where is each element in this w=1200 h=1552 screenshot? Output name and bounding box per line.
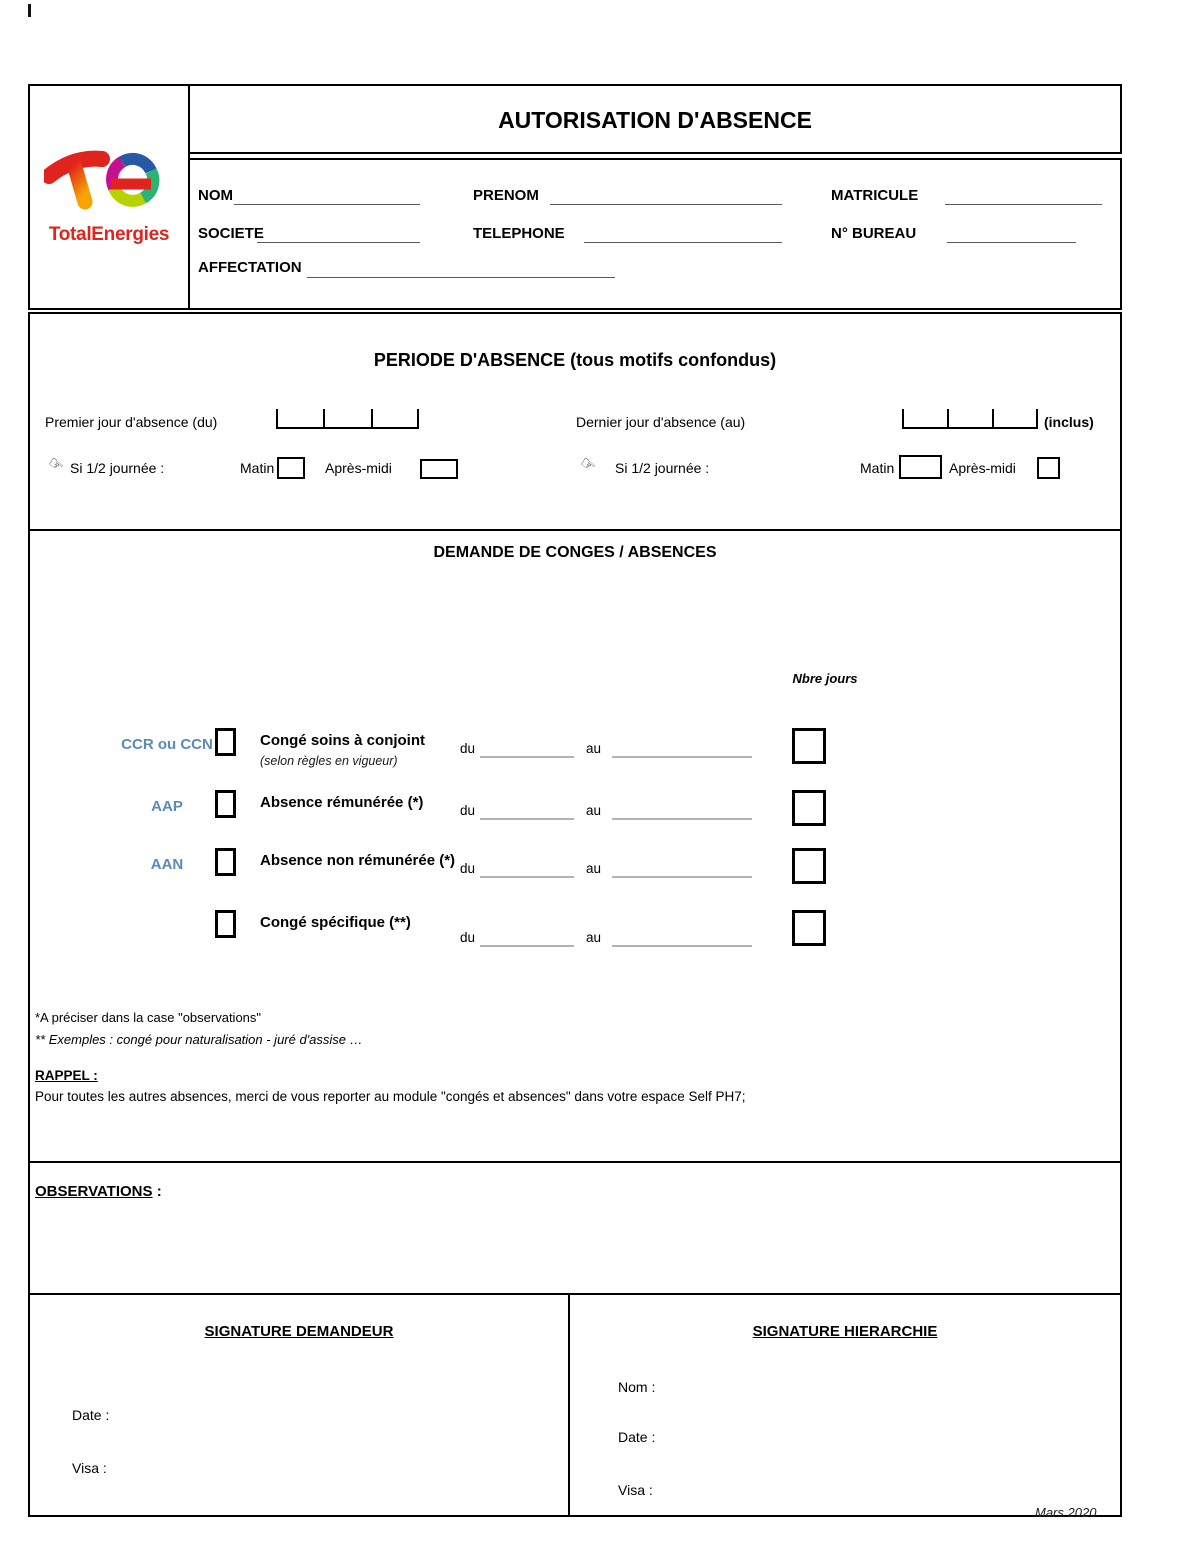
hierarchie-visa-label: Visa : — [618, 1482, 653, 1498]
au-label: au — [586, 741, 602, 756]
au-label: au — [586, 803, 602, 818]
absence-row-aap — [30, 790, 1124, 846]
hand-pointer-icon: ☞ — [44, 452, 68, 477]
totalenergies-wordmark: TotalEnergies — [48, 224, 170, 245]
nbre-jours-box[interactable] — [792, 728, 826, 764]
periode-section — [28, 312, 1122, 531]
affectation-field-line[interactable] — [307, 277, 615, 278]
du-line[interactable] — [480, 876, 574, 878]
half-day-label-left: Si 1/2 journée : — [70, 460, 165, 476]
half-day-label-right: Si 1/2 journée : — [615, 460, 710, 476]
row-checkbox[interactable] — [215, 790, 236, 818]
nbre-jours-box[interactable] — [792, 848, 826, 884]
totalenergies-logo-icon — [44, 144, 174, 212]
au-line[interactable] — [612, 876, 752, 878]
matricule-label: MATRICULE — [831, 187, 919, 204]
nom-field-line[interactable] — [234, 204, 420, 205]
du-line[interactable] — [480, 818, 574, 820]
matin-checkbox-left[interactable] — [277, 457, 305, 479]
date-field-divider — [992, 409, 994, 427]
au-label: au — [586, 930, 602, 945]
matin-label-right: Matin — [860, 460, 895, 476]
signature-hierarchie-title: SIGNATURE HIERARCHIE — [752, 1323, 938, 1340]
au-label: au — [586, 861, 602, 876]
nbre-jours-box[interactable] — [792, 790, 826, 826]
signature-hierarchie-section[interactable] — [568, 1293, 1122, 1517]
first-day-label: Premier jour d'absence (du) — [45, 414, 218, 430]
row-label: Congé soins à conjoint — [260, 732, 426, 749]
apres-midi-label-right: Après-midi — [949, 460, 1016, 476]
affectation-label: AFFECTATION — [198, 259, 302, 276]
footnote-2: ** Exemples : congé pour naturalisation - juré d'assise … — [35, 1032, 363, 1047]
date-field-divider — [371, 409, 373, 427]
row-checkbox[interactable] — [215, 910, 236, 938]
row-code: CCR ou CCN — [121, 736, 213, 753]
scan-artifact-mark — [28, 4, 31, 17]
au-line[interactable] — [612, 945, 752, 947]
societe-label: SOCIETE — [198, 225, 264, 242]
row-checkbox[interactable] — [215, 728, 236, 756]
last-day-date-field[interactable] — [902, 409, 1038, 429]
form-title-cell — [188, 84, 1122, 154]
du-label: du — [460, 861, 476, 876]
rappel-title: RAPPEL : — [35, 1068, 98, 1083]
du-label: du — [460, 741, 476, 756]
inclus-label: (inclus) — [1044, 414, 1094, 430]
signature-demandeur-title: SIGNATURE DEMANDEUR — [204, 1323, 394, 1340]
au-line[interactable] — [612, 756, 752, 758]
rappel-text: Pour toutes les autres absences, merci de vous reporter au module "congés et absences" dans votre espace Self PH7; — [35, 1089, 746, 1104]
identity-fields-cell — [188, 158, 1122, 310]
du-label: du — [460, 930, 476, 945]
nbre-jours-header: Nbre jours — [792, 671, 858, 686]
au-line[interactable] — [612, 818, 752, 820]
row-label: Congé spécifique (**) — [260, 914, 411, 931]
row-code: AAN — [150, 856, 184, 873]
matin-label-left: Matin — [240, 460, 275, 476]
matin-checkbox-right[interactable] — [899, 455, 942, 479]
absence-row-specifique — [30, 910, 1124, 966]
observations-title-colon: : — [152, 1183, 162, 1200]
footnote-1: *A préciser dans la case "observations" — [35, 1010, 262, 1025]
absence-row-aan — [30, 848, 1124, 904]
telephone-label: TELEPHONE — [473, 225, 565, 242]
apres-midi-checkbox-right[interactable] — [1037, 457, 1060, 479]
signature-demandeur-section[interactable] — [28, 1293, 570, 1517]
hierarchie-date-label: Date : — [618, 1429, 656, 1445]
prenom-label: PRENOM — [473, 187, 539, 204]
form-title: AUTORISATION D'ABSENCE — [498, 107, 812, 133]
du-label: du — [460, 803, 476, 818]
periode-title: PERIODE D'ABSENCE (tous motifs confondus) — [373, 350, 777, 370]
observations-title-word: OBSERVATIONS — [35, 1183, 153, 1200]
matricule-field-line[interactable] — [945, 204, 1102, 205]
hierarchie-nom-label: Nom : — [618, 1379, 656, 1395]
row-label: Absence rémunérée (*) — [260, 794, 424, 811]
row-label: Absence non rémunérée (*) — [260, 852, 456, 869]
nom-label: NOM — [198, 187, 233, 204]
logo-cell — [28, 84, 190, 310]
demandeur-visa-label: Visa : — [72, 1460, 107, 1476]
row-sublabel: (selon règles en vigueur) — [260, 754, 398, 768]
date-field-divider — [323, 409, 325, 427]
observations-title — [35, 1183, 162, 1200]
du-line[interactable] — [480, 945, 574, 947]
apres-midi-label-left: Après-midi — [325, 460, 392, 476]
telephone-field-line[interactable] — [584, 242, 782, 243]
du-line[interactable] — [480, 756, 574, 758]
hand-pointer-icon: ☞ — [576, 452, 600, 477]
societe-field-line[interactable] — [257, 242, 420, 243]
last-day-label: Dernier jour d'absence (au) — [576, 414, 746, 430]
bureau-label: N° BUREAU — [831, 225, 917, 242]
demande-section — [28, 529, 1122, 1163]
observations-section[interactable] — [28, 1161, 1122, 1295]
prenom-field-line[interactable] — [550, 204, 782, 205]
demandeur-date-label: Date : — [72, 1407, 110, 1423]
row-checkbox[interactable] — [215, 848, 236, 876]
first-day-date-field[interactable] — [276, 409, 419, 429]
nbre-jours-box[interactable] — [792, 910, 826, 946]
footer-version-note: Mars 2020 — [1035, 1505, 1097, 1520]
demande-title: DEMANDE DE CONGES / ABSENCES — [433, 544, 717, 561]
absence-row-ccr — [30, 728, 1124, 784]
date-field-divider — [947, 409, 949, 427]
row-code: AAP — [151, 798, 183, 815]
bureau-field-line[interactable] — [947, 242, 1076, 243]
apres-midi-checkbox-left[interactable] — [420, 459, 458, 479]
